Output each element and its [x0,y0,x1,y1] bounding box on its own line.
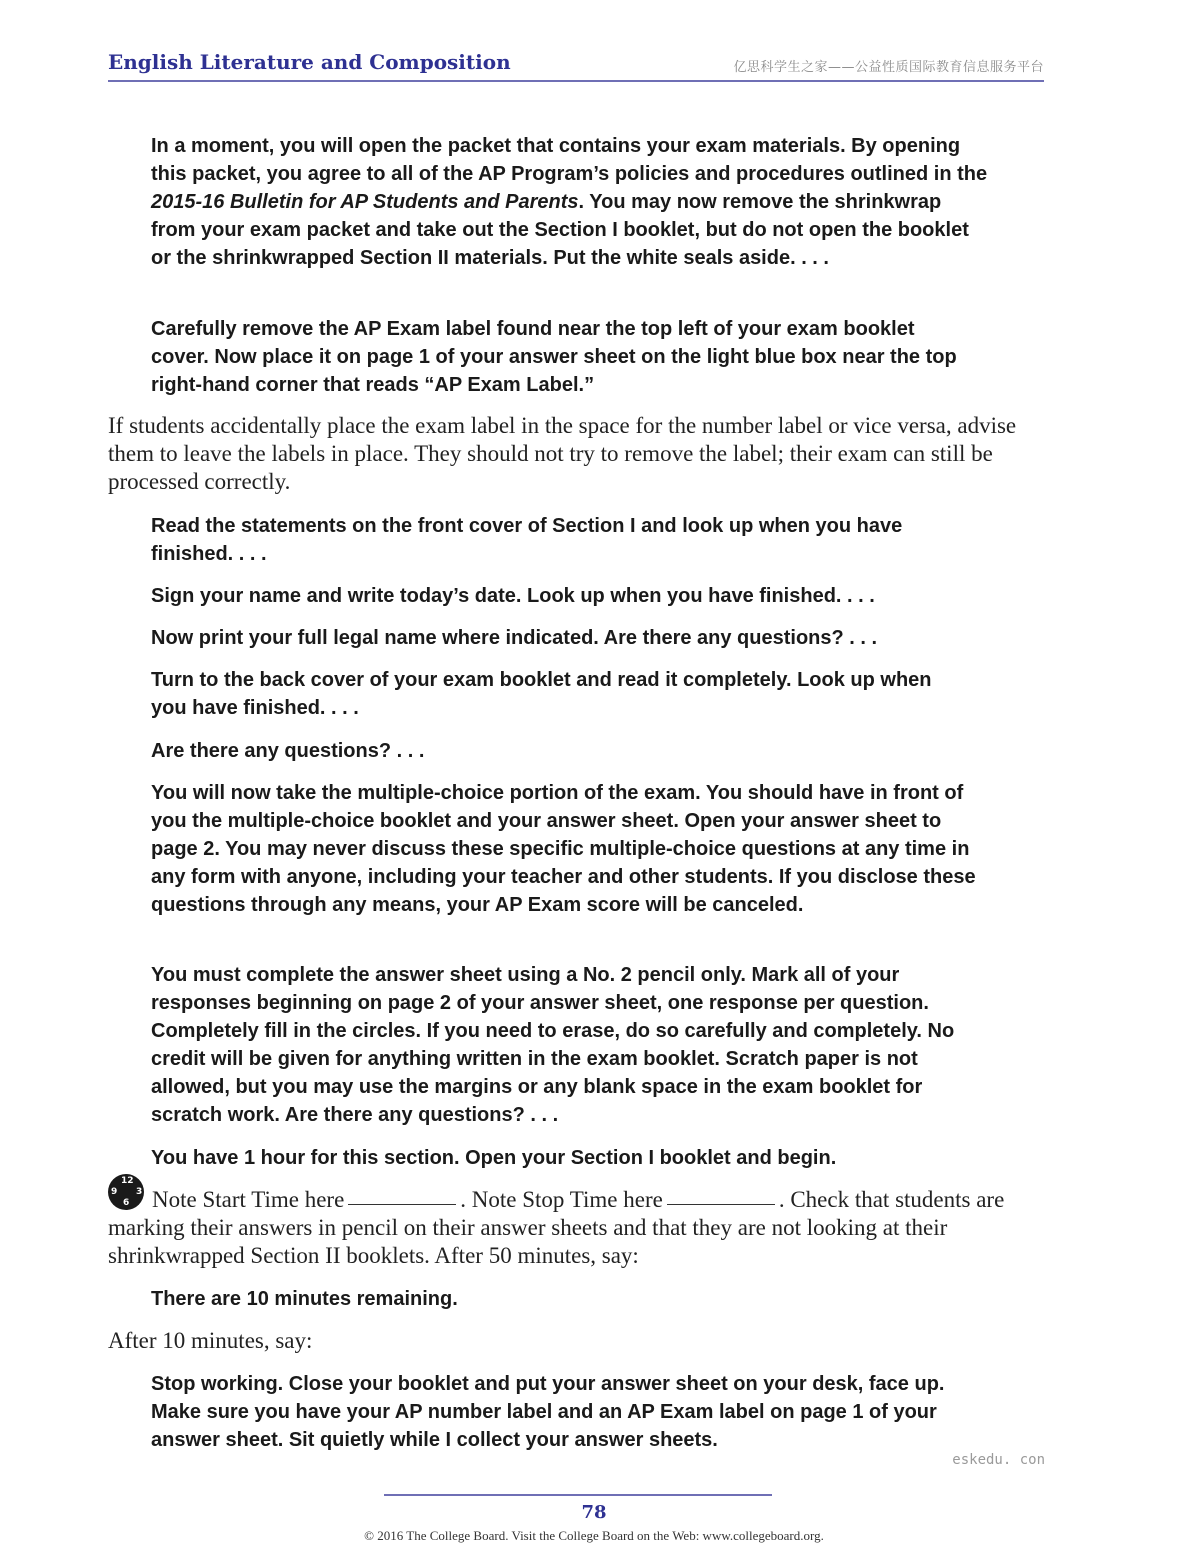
page-header [108,50,1044,82]
script-paragraph-begin: You have 1 hour for this section. Open your Section I booklet and begin. [151,1147,837,1169]
start-time-blank [348,1203,456,1205]
stop-time-blank [667,1203,775,1205]
script-paragraph-multiple-choice: You will now take the multiple-choice portion of the exam. You should have in front of you the multiple-choice booklet and your answer sheet. Open your answer sheet to page 2. You may never discuss these specific multiple-choice questions at any time in any form with anyone, including your teacher and other students. If you disclose these questions through any means, your AP Exam score will be canceled. [151,782,976,916]
script-paragraph-ten-minutes: There are 10 minutes remaining. [151,1288,458,1310]
bulletin-title: 2015-16 Bulletin for AP Students and Parents [151,191,579,213]
script-text: . You may now remove the shrinkwrap from your exam packet and take out the Section I booklet, but do not open the booklet or the shrinkwrapped Section II materials. Put the white seals aside. . . . [151,191,969,269]
script-paragraph-answer-sheet: You must complete the answer sheet using a No. 2 pencil only. Mark all of your responses beginning on page 2 of your answer sheet, one response per question. Completely fill in the circles. If you need to erase, do so carefully and completely. No credit will be given for anything written in the exam booklet. Scratch paper is not allowed, but you may use the margins or any blank space in the exam booklet for scratch work. Are there any questions? . . . [151,964,955,1126]
script-text: In a moment, you will open the packet that contains your exam materials. By opening this packet, you agree to all of the AP Program’s policies and procedures outlined in the [151,135,988,185]
script-paragraph-back-cover: Turn to the back cover of your exam booklet and read it completely. Look up when you have finished. . . . [151,669,932,719]
page-number: 78 [581,1502,607,1523]
watermark: eskedu. con [952,1452,1045,1468]
script-paragraph-sign-name: Sign your name and write today’s date. Look up when you have finished. . . . [151,585,875,607]
script-paragraph-open-packet [151,132,991,272]
clock-icon: 12 3 6 9 [108,1174,144,1210]
script-paragraph-exam-label: Carefully remove the AP Exam label found near the top left of your exam booklet cover. Now place it on page 1 of your answer sheet on the light blue box near the top right-hand corner that reads “AP Exam Label.” [151,318,957,396]
copyright-notice: © 2016 The College Board. Visit the College Board on the Web: www.collegeboard.org. [364,1528,824,1543]
footer-divider [384,1494,772,1496]
instruction-paragraph-labels: If students accidentally place the exam label in the space for the number label or vice versa, advise them to leave the labels in place. They should not try to remove the label; their exam can still be processed correctly. [108,413,1017,494]
script-paragraph-read-statements: Read the statements on the front cover of Section I and look up when you have finished. . . . [151,515,903,565]
script-paragraph-questions: Are there any questions? . . . [151,740,425,762]
instruction-paragraph-timing: Note Start Time here . Note Stop Time here . Check that students are marking their answers in pencil on their answer sheets and that they are not looking at their shrinkwrapped Section II booklets. After 50 minutes, say: [108,1187,1005,1268]
script-paragraph-print-name: Now print your full legal name where indicated. Are there any questions? . . . [151,627,878,649]
instruction-paragraph-after: After 10 minutes, say: [108,1328,313,1353]
header-site-text: 亿思科学生之家——公益性质国际教育信息服务平台 [733,60,1044,75]
script-paragraph-stop-working: Stop working. Close your booklet and put your answer sheet on your desk, face up. Make sure you have your AP number label and an AP Exam label on page 1 of your answer sheet. Sit quietly while I collect your answer sheets. [151,1373,945,1451]
header-title: English Literature and Composition [108,50,511,74]
